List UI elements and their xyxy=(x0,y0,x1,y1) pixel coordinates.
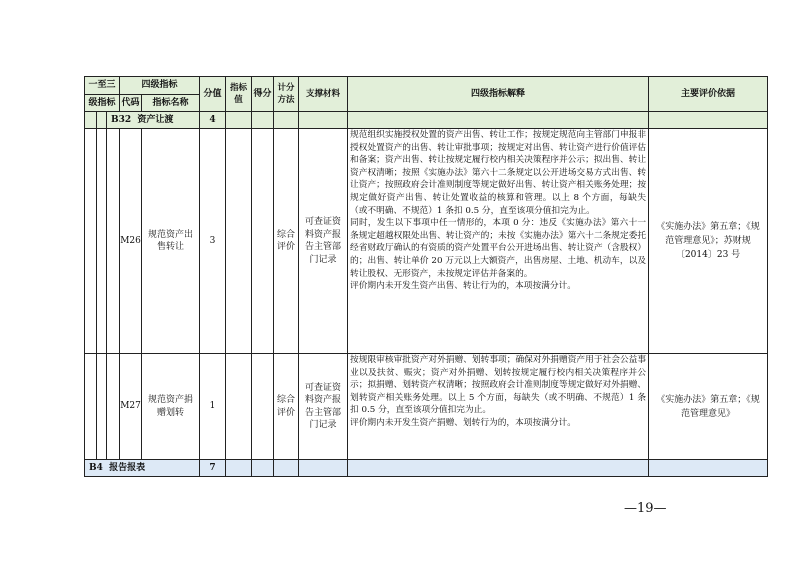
header-got-score: 得分 xyxy=(252,77,274,112)
section-b4-label xyxy=(85,460,200,477)
header-basis: 主要评价依据 xyxy=(649,77,768,112)
row-name: 规范资产出售转让 xyxy=(142,129,200,354)
header-code: 代码 xyxy=(120,95,142,112)
section-row-b4 xyxy=(85,460,768,477)
row-method: 综合评价 xyxy=(274,129,299,354)
section-b32-score: 4 xyxy=(200,112,226,129)
header-level13-top: 一至三 xyxy=(85,77,120,95)
row-method: 综合评价 xyxy=(274,354,299,460)
row-name: 规范资产捐赠划转 xyxy=(142,354,200,460)
header-name: 指标名称 xyxy=(142,95,200,112)
row-basis: 《实施办法》第五章；《规范管理意见》；苏财规〔2014〕23 号 xyxy=(649,129,768,354)
table-row xyxy=(85,354,768,460)
header-support: 支撑材料 xyxy=(299,77,348,112)
row-code: M27 xyxy=(120,354,142,460)
row-explanation: 规范组织实施授权处置的资产出售、转让工作；按规定规范向主管部门申报非授权处置资产的出售、转让审批事项；按规定对出售、转让资产进行价值评估和备案；资产出售、转让按规定履行校内相关决策程序并公示；拟出售、转让资产权清晰；按照《实施办法》第六十二条规定以公开进场交易方式出售、转让资产；按照政府会计准则制度等规定做好出售、转让资产相关账务处理；按规定做好资产出售、转让处置收益的核算和管理。以上 8 个方面，每缺失（或不明确、不规范）1 条扣 0.5 分，直至该项分值扣完为止。 同时，发生以下事项中任一情形的，本项 0 分：违反《实施办法》第六十一条规定超越权限处出售、转让资产的；未按《实施办法》第六十二条规定委托经省财政厅确认的有资质的资产处置平台公开进场出售、转让资产（含股权）的；出售、转让单价 20 万元以上大额资产，出售房屋、土地、机动车，以及转让股权、无形资产，未按规定评估并备案的。 评价期内未开发生资产出售、转让行为的，本项按满分计。 xyxy=(348,129,649,354)
header-method: 计分方法 xyxy=(274,77,299,112)
page-number: —19— xyxy=(624,501,667,516)
row-code: M26 xyxy=(120,129,142,354)
section-row-b32 xyxy=(85,112,768,129)
header-row-top xyxy=(85,77,768,95)
row-score: 3 xyxy=(200,129,226,354)
section-b4-name: 报告报表 xyxy=(109,462,146,473)
header-explanation: 四级指标解释 xyxy=(348,77,649,112)
header-indicator-value: 指标值 xyxy=(226,77,252,112)
section-b32-name: 资产让渡 xyxy=(137,114,174,125)
section-b4-score: 7 xyxy=(200,460,226,477)
row-explanation: 按规限审核审批资产对外捐赠、划转事项；确保对外捐赠资产用于社会公益事业以及扶贫、赈灾；资产对外捐赠、划转按规定履行校内相关决策程序并公示；拟捐赠、划转资产权清晰；按照政府会计准则制度等规定做好对外捐赠、划转资产相关账务处理。以上 5 个方面，每缺失（或不明确、不规范）1 条扣 0.5 分，直至该项分值扣完为止。 评价期内未开发生资产捐赠、划转行为的，本项按满分计。 xyxy=(348,354,649,460)
section-b32-label xyxy=(107,112,200,129)
header-level13-bottom: 级指标 xyxy=(85,95,120,112)
row-score: 1 xyxy=(200,354,226,460)
section-b32-code: B32 xyxy=(111,114,132,125)
evaluation-table xyxy=(84,76,768,477)
row-basis: 《实施办法》第五章；《规范管理意见》 xyxy=(649,354,768,460)
table-row xyxy=(85,129,768,354)
header-level4: 四级指标 xyxy=(120,77,200,95)
row-support: 可查证资料资产报告主管部门记录 xyxy=(299,354,348,460)
header-score: 分值 xyxy=(200,77,226,112)
section-b4-code: B4 xyxy=(89,462,103,473)
row-support: 可查证资料资产报告主管部门记录 xyxy=(299,129,348,354)
